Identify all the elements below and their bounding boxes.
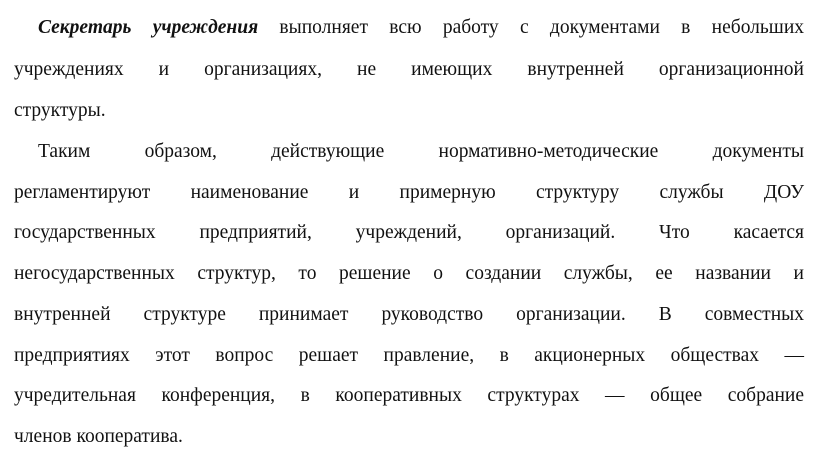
paragraph-2-line-3: государственных предприятий, учреждений, организаций. Что касается xyxy=(14,222,804,243)
paragraph-2-line-6: предприятиях этот вопрос решает правление, в акционерных обществах — xyxy=(14,345,804,366)
paragraph-2-line-1: Таким образом, действующие нормативно-методические документы xyxy=(38,141,804,162)
paragraph-1-line-2: учреждениях и организациях, не имеющих внутренней организационной xyxy=(14,59,804,80)
emphasized-term: Секретарь учреждения xyxy=(38,17,259,38)
paragraph-2-line-2: регламентируют наименование и примерную структуру службы ДОУ xyxy=(14,182,804,203)
paragraph-1-line-3: структуры. xyxy=(14,100,106,121)
paragraph-2-line-4: негосударственных структур, то решение о создании службы, ее названии и xyxy=(14,263,804,284)
paragraph-1-line-1 xyxy=(38,14,804,42)
paragraph-1-text: выполняет всю работу с документами в небольших xyxy=(258,17,805,38)
paragraph-2-line-7: учредительная конференция, в кооперативных структурах — общее собрание xyxy=(14,385,804,406)
paragraph-2-line-8: членов кооператива. xyxy=(14,426,183,447)
paragraph-2-line-5: внутренней структуре принимает руководство организации. В совместных xyxy=(14,304,804,325)
